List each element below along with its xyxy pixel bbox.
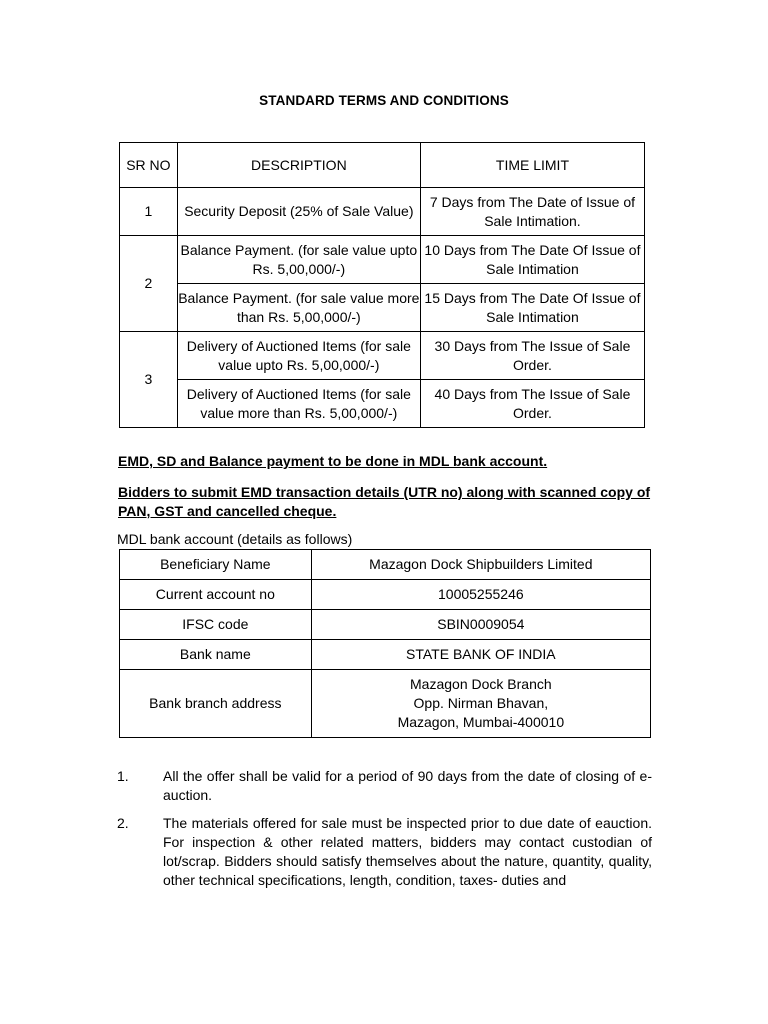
bank-field-value: Mazagon Dock Shipbuilders Limited: [311, 550, 650, 580]
address-line: Mazagon, Mumbai-400010: [397, 714, 565, 730]
description-cell: Balance Payment. (for sale value more than Rs. 5,00,000/-): [177, 284, 420, 332]
bank-field-label: Bank name: [120, 640, 312, 670]
bank-account-intro: MDL bank account (details as follows): [117, 531, 353, 547]
bank-details-table: [119, 549, 651, 738]
payment-notice: EMD, SD and Balance payment to be done in MDL bank account.: [118, 453, 548, 469]
page-title: STANDARD TERMS AND CONDITIONS: [259, 93, 509, 108]
table-row: [120, 640, 651, 670]
table-header-row: [120, 143, 645, 188]
emd-submission-notice: Bidders to submit EMD transaction details (UTR no) along with scanned copy of PAN, GST and cancelled cheque.: [118, 484, 651, 519]
bank-field-value: 10005255246: [311, 580, 650, 610]
address-line: Opp. Nirman Bhavan,: [413, 695, 549, 711]
bank-field-value: STATE BANK OF INDIA: [311, 640, 650, 670]
time-limit-cell: 10 Days from The Date Of Issue of Sale Intimation: [420, 236, 644, 284]
clause-number: 2.: [117, 815, 129, 831]
clause-item: [117, 814, 652, 890]
time-limit-cell: 30 Days from The Issue of Sale Order.: [420, 332, 644, 380]
clause-text: All the offer shall be valid for a period of 90 days from the date of closing of e- auction.: [163, 768, 652, 803]
table-row: [120, 332, 645, 380]
address-line: Mazagon Dock Branch: [410, 676, 552, 692]
bank-field-value: SBIN0009054: [311, 610, 650, 640]
time-limit-cell: 15 Days from The Date Of Issue of Sale Intimation: [420, 284, 644, 332]
description-cell: Balance Payment. (for sale value upto Rs. 5,00,000/-): [177, 236, 420, 284]
bank-field-label: Bank branch address: [120, 670, 312, 738]
terms-table: [119, 142, 645, 428]
sr-no-cell: 2: [120, 236, 178, 332]
table-row: [120, 580, 651, 610]
table-row: [120, 380, 645, 428]
table-row: [120, 670, 651, 738]
table-row: [120, 550, 651, 580]
bank-field-label: Beneficiary Name: [120, 550, 312, 580]
bank-field-value: [311, 670, 650, 738]
bank-field-label: IFSC code: [120, 610, 312, 640]
header-description: DESCRIPTION: [177, 143, 420, 188]
bank-field-label: Current account no: [120, 580, 312, 610]
table-row: [120, 236, 645, 284]
table-row: [120, 610, 651, 640]
sr-no-cell: 1: [120, 188, 178, 236]
header-time-limit: TIME LIMIT: [420, 143, 644, 188]
time-limit-cell: 7 Days from The Date of Issue of Sale Intimation.: [420, 188, 644, 236]
description-cell: Delivery of Auctioned Items (for sale value upto Rs. 5,00,000/-): [177, 332, 420, 380]
clause-number: 1.: [117, 768, 129, 784]
table-row: [120, 284, 645, 332]
header-sr-no: SR NO: [120, 143, 178, 188]
table-row: [120, 188, 645, 236]
description-cell: Security Deposit (25% of Sale Value): [177, 188, 420, 236]
time-limit-cell: 40 Days from The Issue of Sale Order.: [420, 380, 644, 428]
clause-item: [117, 767, 652, 805]
clause-text: The materials offered for sale must be inspected prior to due date of eauction. For inspection & other related matters, bidders may contact custodian of lot/scrap. Bidders should satisfy themselves about the nature, quantity, quality, other technical specifications, length, condition, taxes- duties and: [163, 815, 652, 888]
sr-no-cell: 3: [120, 332, 178, 428]
description-cell: Delivery of Auctioned Items (for sale value more than Rs. 5,00,000/-): [177, 380, 420, 428]
